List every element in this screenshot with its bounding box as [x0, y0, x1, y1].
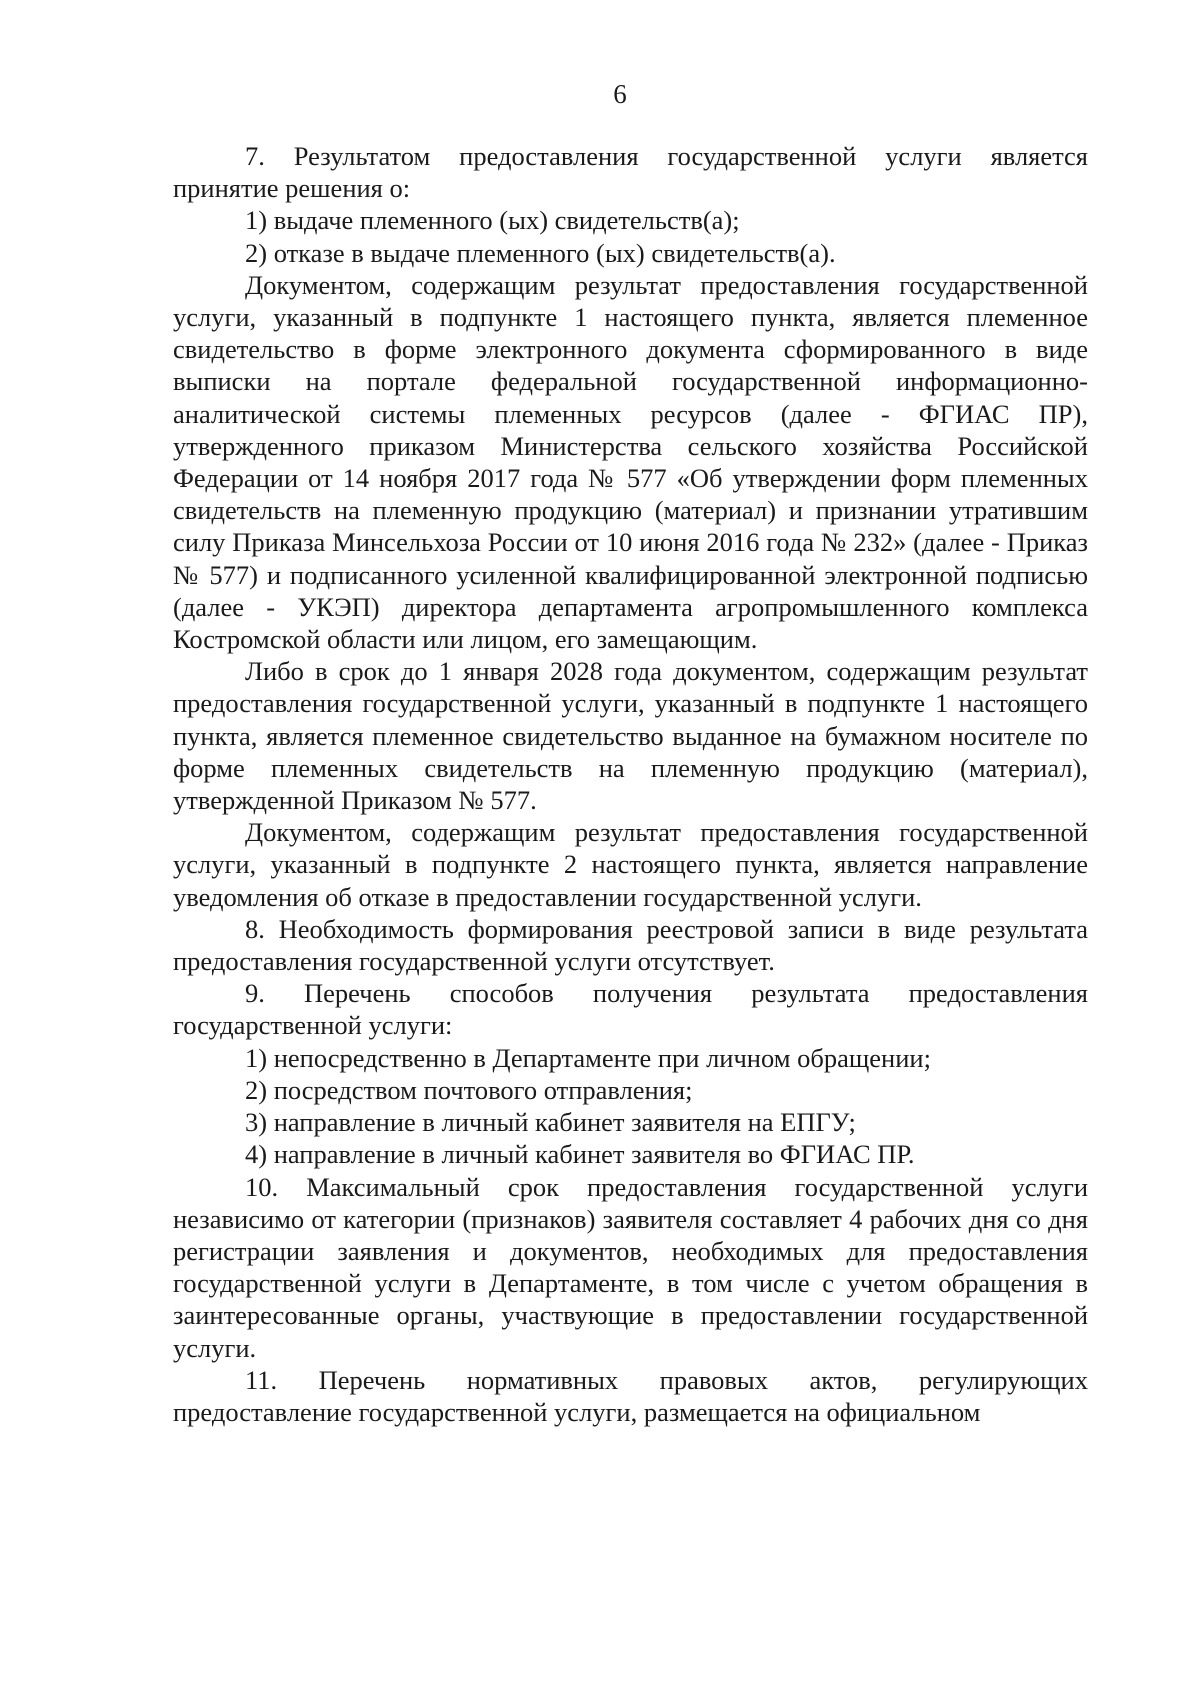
paragraph: Документом, содержащим результат предоставления государственной услуги, указанный в подпункте 1 настоящего пункта, является племенное свидетельство в форме электронного документа сформированного в виде выписки на портале федеральной государственной информационно-аналитической системы племенных ресурсов (далее - ФГИАС ПР), утвержденного приказом Министерства сельского хозяйства Российской Федерации от 14 ноября 2017 года № 577 «Об утверждении форм племенных свидетельств на племенную продукцию (материал) и признании утратившим силу Приказа Минсельхоза России от 10 июня 2016 года № 232» (далее - Приказ № 577) и подписанного усиленной квалифицированной электронной подписью (далее - УКЭП) директора департамента агропромышленного комплекса Костромской области или лицом, его замещающим.	[173, 269, 1088, 655]
page-number: 6	[613, 79, 627, 109]
paragraph-8: 8. Необходимость формирования реестровой записи в виде результата предоставления государственной услуги отсутствует.	[173, 913, 1088, 977]
list-item: 1) непосредственно в Департаменте при личном обращении;	[245, 1042, 931, 1073]
paragraph-9: 9. Перечень способов получения результата предоставления государственной услуги:	[173, 978, 1088, 1041]
paragraph: Документом, содержащим результат предоставления государственной услуги, указанный в подпункте 2 настоящего пункта, является направление уведомления об отказе в предоставлении государственной услуги.	[173, 817, 1088, 912]
paragraph-10: 10. Максимальный срок предоставления государственной услуги независимо от категории (признаков) заявителя составляет 4 рабочих дня со дня регистрации заявления и документов, необходимых для предоставления государственной услуги в Департаменте, в том числе с учетом обращения в заинтересованные органы, участвующие в предоставлении государственной услуги.	[173, 1171, 1088, 1363]
list-item: 1) выдаче племенного (ых) свидетельств(а);	[245, 205, 740, 236]
document-body	[173, 140, 1088, 1428]
paragraph-7: 7. Результатом предоставления государственной услуги является принятие решения о:	[173, 141, 1088, 204]
paragraph-11: 11. Перечень нормативных правовых актов, регулирующих предоставление государственной услуги, размещается на официальном	[173, 1364, 1088, 1427]
paragraph: Либо в срок до 1 января 2028 года документом, содержащим результат предоставления государственной услуги, указанный в подпункте 1 настоящего пункта, является племенное свидетельство выданное на бумажном носителе по форме племенных свидетельств на племенную продукцию (материал), утвержденной Приказом № 577.	[173, 656, 1088, 816]
list-item: 2) посредством почтового отправления;	[245, 1074, 693, 1105]
list-item: 4) направление в личный кабинет заявителя во ФГИАС ПР.	[245, 1139, 915, 1170]
list-item: 2) отказе в выдаче племенного (ых) свидетельств(а).	[245, 237, 836, 268]
list-item: 3) направление в личный кабинет заявителя на ЕПГУ;	[245, 1107, 856, 1138]
